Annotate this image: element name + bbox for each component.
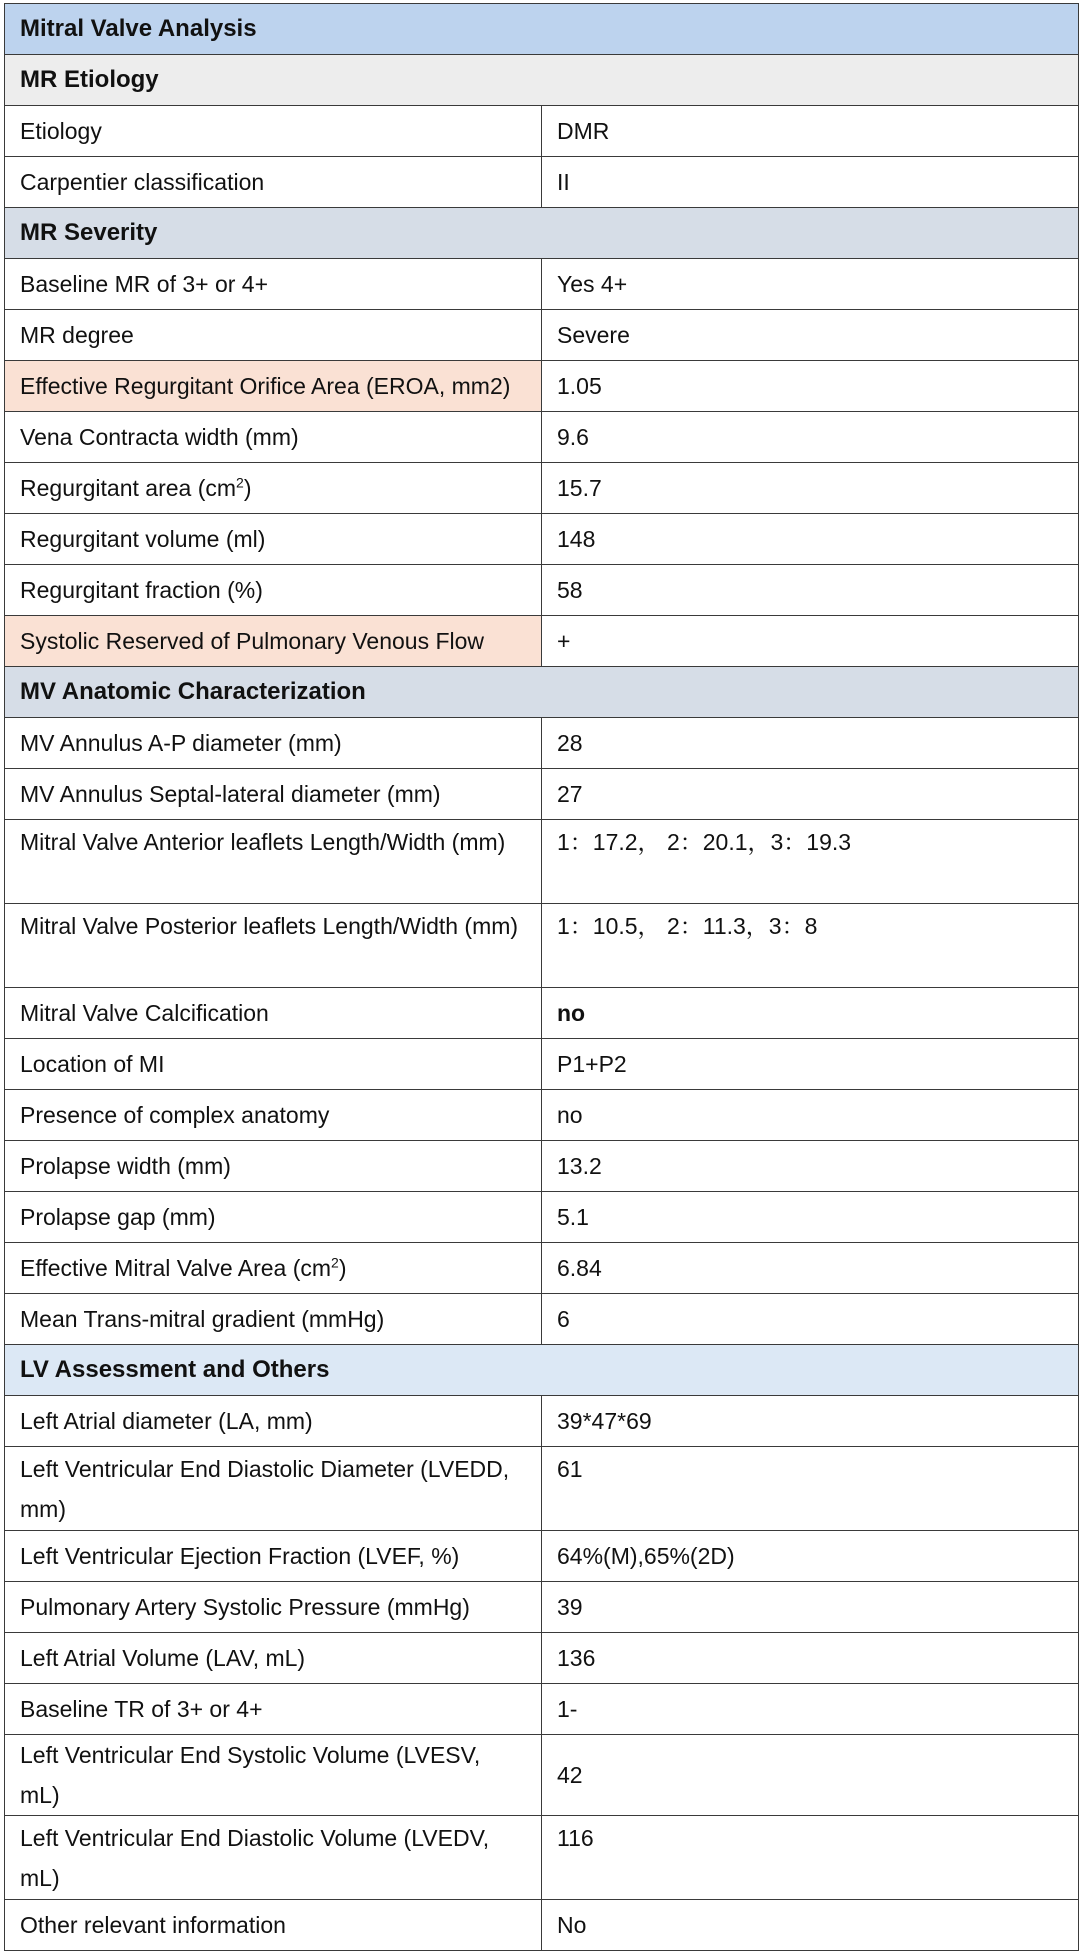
row-value: 1：10.5， 2：11.3，3：8: [542, 904, 1079, 988]
section-heading: MR Etiology: [5, 55, 1079, 106]
row-label-text: Regurgitant fraction (%): [20, 577, 263, 603]
row-label-text: MV Annulus Septal-lateral diameter (mm): [20, 781, 441, 807]
row-label-text: Location of MI: [20, 1051, 165, 1077]
row-label: [5, 463, 542, 514]
row-label: [5, 1582, 542, 1633]
row-label-text: Systolic Reserved of Pulmonary Venous Flow: [20, 628, 485, 654]
table-row: [5, 1192, 1079, 1243]
row-label: [5, 1633, 542, 1684]
row-value: Yes 4+: [542, 259, 1079, 310]
table-row: [5, 412, 1079, 463]
row-label-text: Baseline MR of 3+ or 4+: [20, 271, 269, 297]
row-value: Severe: [542, 310, 1079, 361]
row-label: [5, 1141, 542, 1192]
row-value: 42: [542, 1735, 1079, 1816]
row-value: 136: [542, 1633, 1079, 1684]
row-label: [5, 1684, 542, 1735]
title-row: [5, 4, 1079, 55]
row-label-suffix: ): [243, 475, 252, 501]
row-label: [5, 1816, 542, 1900]
row-label: [5, 616, 542, 667]
row-label-text: Mean Trans-mitral gradient (mmHg): [20, 1306, 385, 1332]
table-body: [5, 4, 1079, 1951]
row-label-text: MV Annulus A-P diameter (mm): [20, 730, 342, 756]
row-label: [5, 1090, 542, 1141]
row-label: [5, 514, 542, 565]
row-label-text: Left Atrial Volume (LAV, mL): [20, 1645, 306, 1671]
row-label: [5, 412, 542, 463]
table-row: [5, 769, 1079, 820]
row-label-text: Baseline TR of 3+ or 4+: [20, 1696, 263, 1722]
row-label: [5, 1192, 542, 1243]
row-value: 148: [542, 514, 1079, 565]
table-row: [5, 1447, 1079, 1531]
table-row: [5, 1735, 1079, 1816]
row-value: 64%(M),65%(2D): [542, 1531, 1079, 1582]
table-row: [5, 820, 1079, 904]
section-heading: LV Assessment and Others: [5, 1345, 1079, 1396]
table-row: [5, 463, 1079, 514]
row-value: no: [542, 988, 1079, 1039]
table-row: [5, 988, 1079, 1039]
table-row: [5, 1243, 1079, 1294]
row-label: [5, 988, 542, 1039]
row-value: no: [542, 1090, 1079, 1141]
row-label-text: Left Ventricular End Diastolic Diameter (LVEDD, mm): [20, 1456, 510, 1522]
row-label-suffix: ): [338, 1255, 347, 1281]
row-label-text: Prolapse gap (mm): [20, 1204, 216, 1230]
mitral-valve-table: [4, 3, 1079, 1951]
row-label-text: Regurgitant area (cm: [20, 475, 237, 501]
row-label: [5, 157, 542, 208]
table-row: [5, 1531, 1079, 1582]
row-label: [5, 718, 542, 769]
row-value: 15.7: [542, 463, 1079, 514]
row-value: No: [542, 1900, 1079, 1951]
table-row: [5, 1090, 1079, 1141]
row-value: 27: [542, 769, 1079, 820]
row-label-text: Vena Contracta width (mm): [20, 424, 299, 450]
superscript: 2: [331, 1254, 339, 1271]
table-row: [5, 1039, 1079, 1090]
table-row: [5, 106, 1079, 157]
row-value: 1：17.2， 2：20.1，3：19.3: [542, 820, 1079, 904]
row-label: [5, 310, 542, 361]
row-label-text: Carpentier classification: [20, 169, 265, 195]
table-row: [5, 616, 1079, 667]
row-value: 28: [542, 718, 1079, 769]
table-row: [5, 1582, 1079, 1633]
row-label-text: Etiology: [20, 118, 102, 144]
row-label-text: Mitral Valve Calcification: [20, 1000, 269, 1026]
table-row: [5, 1816, 1079, 1900]
table-row: [5, 157, 1079, 208]
row-value: 39*47*69: [542, 1396, 1079, 1447]
row-label: [5, 361, 542, 412]
row-label-text: Prolapse width (mm): [20, 1153, 231, 1179]
row-value: 9.6: [542, 412, 1079, 463]
table-row: [5, 1684, 1079, 1735]
row-label-text: Effective Mitral Valve Area (cm: [20, 1255, 332, 1281]
row-value: 61: [542, 1447, 1079, 1531]
row-value: 5.1: [542, 1192, 1079, 1243]
row-label: [5, 1447, 542, 1531]
row-label-text: Regurgitant volume (ml): [20, 526, 266, 552]
row-label: [5, 565, 542, 616]
table-title: Mitral Valve Analysis: [5, 4, 1079, 55]
section-header-row: [5, 55, 1079, 106]
row-label-text: Mitral Valve Anterior leaflets Length/Width (mm): [20, 829, 506, 855]
table-row: [5, 1141, 1079, 1192]
row-value: P1+P2: [542, 1039, 1079, 1090]
row-label: [5, 106, 542, 157]
row-value: 6.84: [542, 1243, 1079, 1294]
row-label-text: Other relevant information: [20, 1912, 286, 1938]
row-value: 39: [542, 1582, 1079, 1633]
row-value: DMR: [542, 106, 1079, 157]
table-row: [5, 514, 1079, 565]
row-value: II: [542, 157, 1079, 208]
table-row: [5, 1294, 1079, 1345]
row-label-text: Left Atrial diameter (LA, mm): [20, 1408, 313, 1434]
row-label-text: MR degree: [20, 322, 134, 348]
section-heading: MR Severity: [5, 208, 1079, 259]
table-row: [5, 904, 1079, 988]
row-label: [5, 1531, 542, 1582]
row-label: [5, 1396, 542, 1447]
section-header-row: [5, 208, 1079, 259]
row-label: [5, 259, 542, 310]
row-label-text: Left Ventricular End Diastolic Volume (LVEDV, mL): [20, 1825, 490, 1891]
section-header-row: [5, 1345, 1079, 1396]
table-row: [5, 1633, 1079, 1684]
row-value: 1.05: [542, 361, 1079, 412]
row-label-text: Effective Regurgitant Orifice Area (EROA, mm2): [20, 373, 511, 399]
row-label: [5, 769, 542, 820]
table-row: [5, 361, 1079, 412]
section-heading: MV Anatomic Characterization: [5, 667, 1079, 718]
row-label-text: Mitral Valve Posterior leaflets Length/Width (mm): [20, 913, 519, 939]
row-label: [5, 1039, 542, 1090]
row-label: [5, 820, 542, 904]
table-row: [5, 1900, 1079, 1951]
row-label-text: Left Ventricular Ejection Fraction (LVEF, %): [20, 1543, 460, 1569]
superscript: 2: [236, 474, 244, 491]
row-value: 6: [542, 1294, 1079, 1345]
row-label: [5, 904, 542, 988]
section-header-row: [5, 667, 1079, 718]
row-label: [5, 1294, 542, 1345]
table-row: [5, 718, 1079, 769]
table-row: [5, 565, 1079, 616]
row-label-text: Left Ventricular End Systolic Volume (LVESV, mL): [20, 1742, 481, 1808]
row-label: [5, 1243, 542, 1294]
row-value: 13.2: [542, 1141, 1079, 1192]
row-label: [5, 1735, 542, 1816]
row-value: 1-: [542, 1684, 1079, 1735]
row-label-text: Presence of complex anatomy: [20, 1102, 330, 1128]
row-label-text: Pulmonary Artery Systolic Pressure (mmHg): [20, 1594, 470, 1620]
table-row: [5, 310, 1079, 361]
row-value: 116: [542, 1816, 1079, 1900]
row-value: 58: [542, 565, 1079, 616]
row-value: +: [542, 616, 1079, 667]
table-row: [5, 259, 1079, 310]
table-row: [5, 1396, 1079, 1447]
row-label: [5, 1900, 542, 1951]
